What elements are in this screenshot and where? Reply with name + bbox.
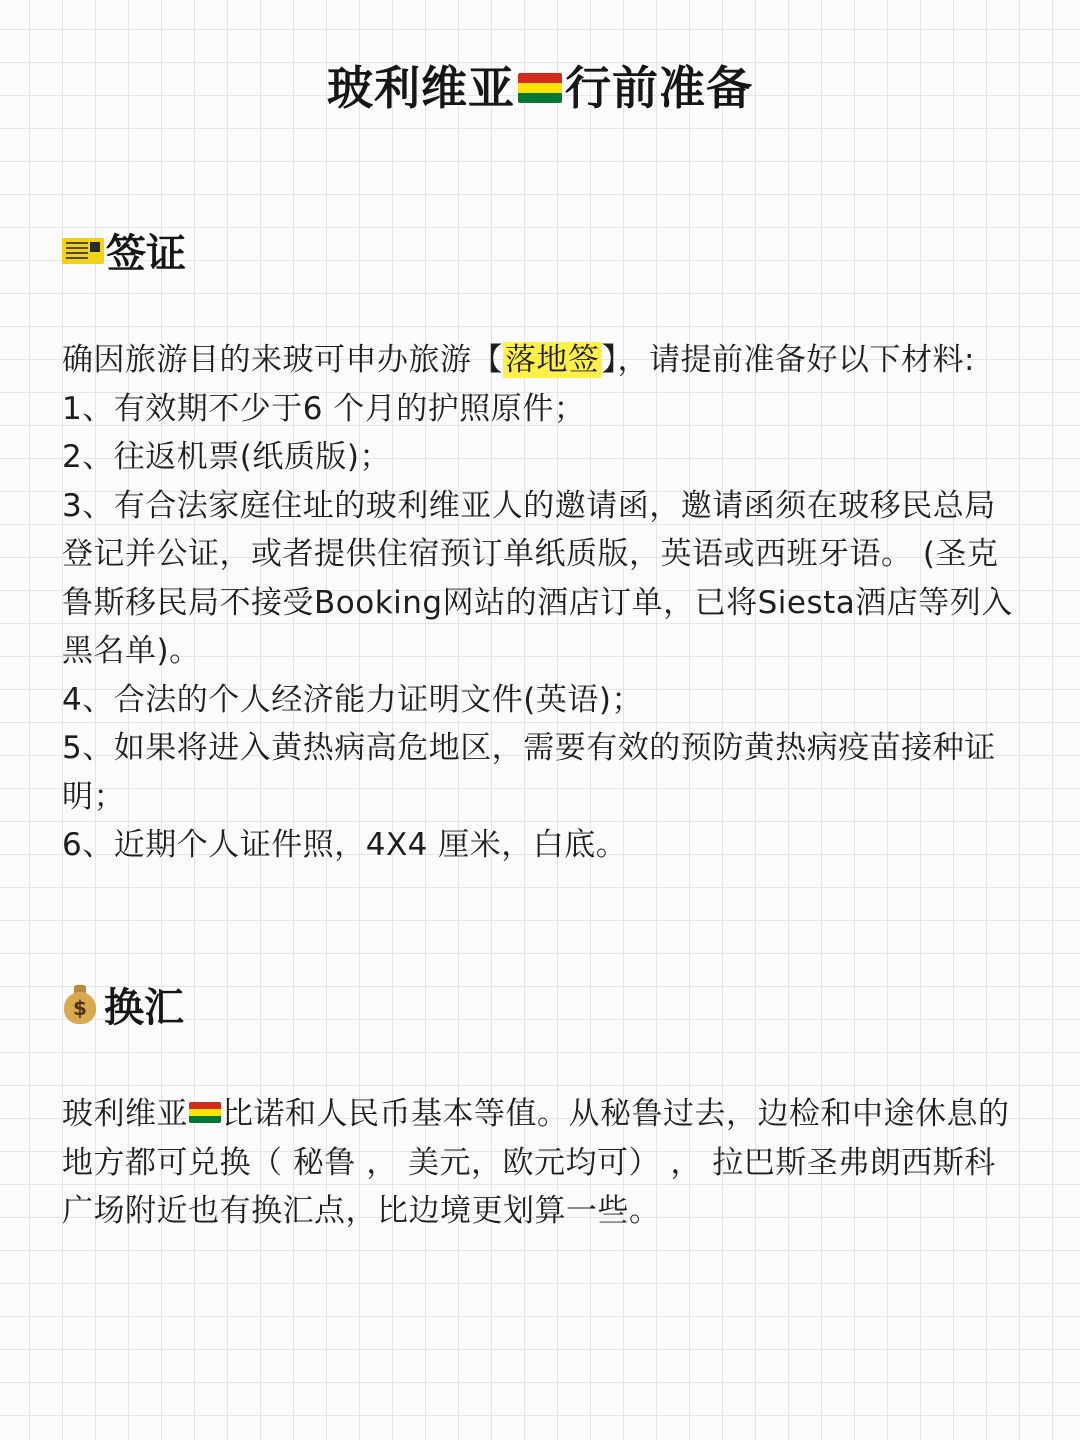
- visa-item: 1、有效期不少于6 个月的护照原件；: [62, 390, 586, 427]
- exchange-paragraph: [62, 1090, 1027, 1236]
- bolivia-flag-icon: [518, 73, 562, 103]
- visa-item: 5、如果将进入黄热病高危地区，需要有效的预防黄热病疫苗接种证明；: [62, 730, 996, 815]
- visa-body: [62, 336, 1027, 870]
- money-bag-icon: $: [62, 985, 98, 1025]
- exchange-heading: [62, 976, 184, 1033]
- exchange-body: [62, 1090, 1027, 1236]
- visa-item: 2、往返机票(纸质版)；: [62, 439, 391, 475]
- visa-heading-label: 签证: [106, 231, 186, 277]
- visa-intro-text-end: 】，请提前准备好以下材料:: [601, 342, 975, 378]
- visa-item: 3、有合法家庭住址的玻利维亚人的邀请函，邀请函须在玻移民总局登记并公证，或者提供住宿预订单纸质版，英语或西班牙语。 (圣克鲁斯移民局不接受Booking网站的酒店订单，已将Siesta酒店等列入黑名单)。: [62, 487, 1013, 669]
- title-text-part2: 行前准备: [565, 61, 753, 115]
- visa-item: 6、近期个人证件照，4X4 厘米，白底。: [62, 827, 628, 863]
- exchange-text-start: 玻利维亚: [62, 1096, 188, 1132]
- title-text-part1: 玻利维亚: [327, 61, 515, 115]
- visa-type-highlight: 落地签: [505, 342, 600, 378]
- visa-heading: [62, 222, 186, 279]
- bolivia-flag-icon: [189, 1102, 221, 1123]
- visa-item: 4、合法的个人经济能力证明文件(英语)；: [62, 681, 643, 718]
- exchange-text-rest: 比诺和人民币基本等值。从秘鲁过去，边检和中途休息的地方都可兑换（ 秘鲁 ， 美元，欧元均可） ， 拉巴斯圣弗朗西斯科广场附近也有换汇点，比边境更划算一些。: [62, 1096, 1010, 1229]
- page-title: [0, 52, 1080, 118]
- exchange-heading-label: 换汇: [104, 985, 184, 1031]
- ticket-icon: [62, 238, 104, 264]
- visa-intro-text: 确因旅游目的来玻可申办旅游【: [62, 342, 503, 378]
- visa-intro: [62, 336, 1027, 385]
